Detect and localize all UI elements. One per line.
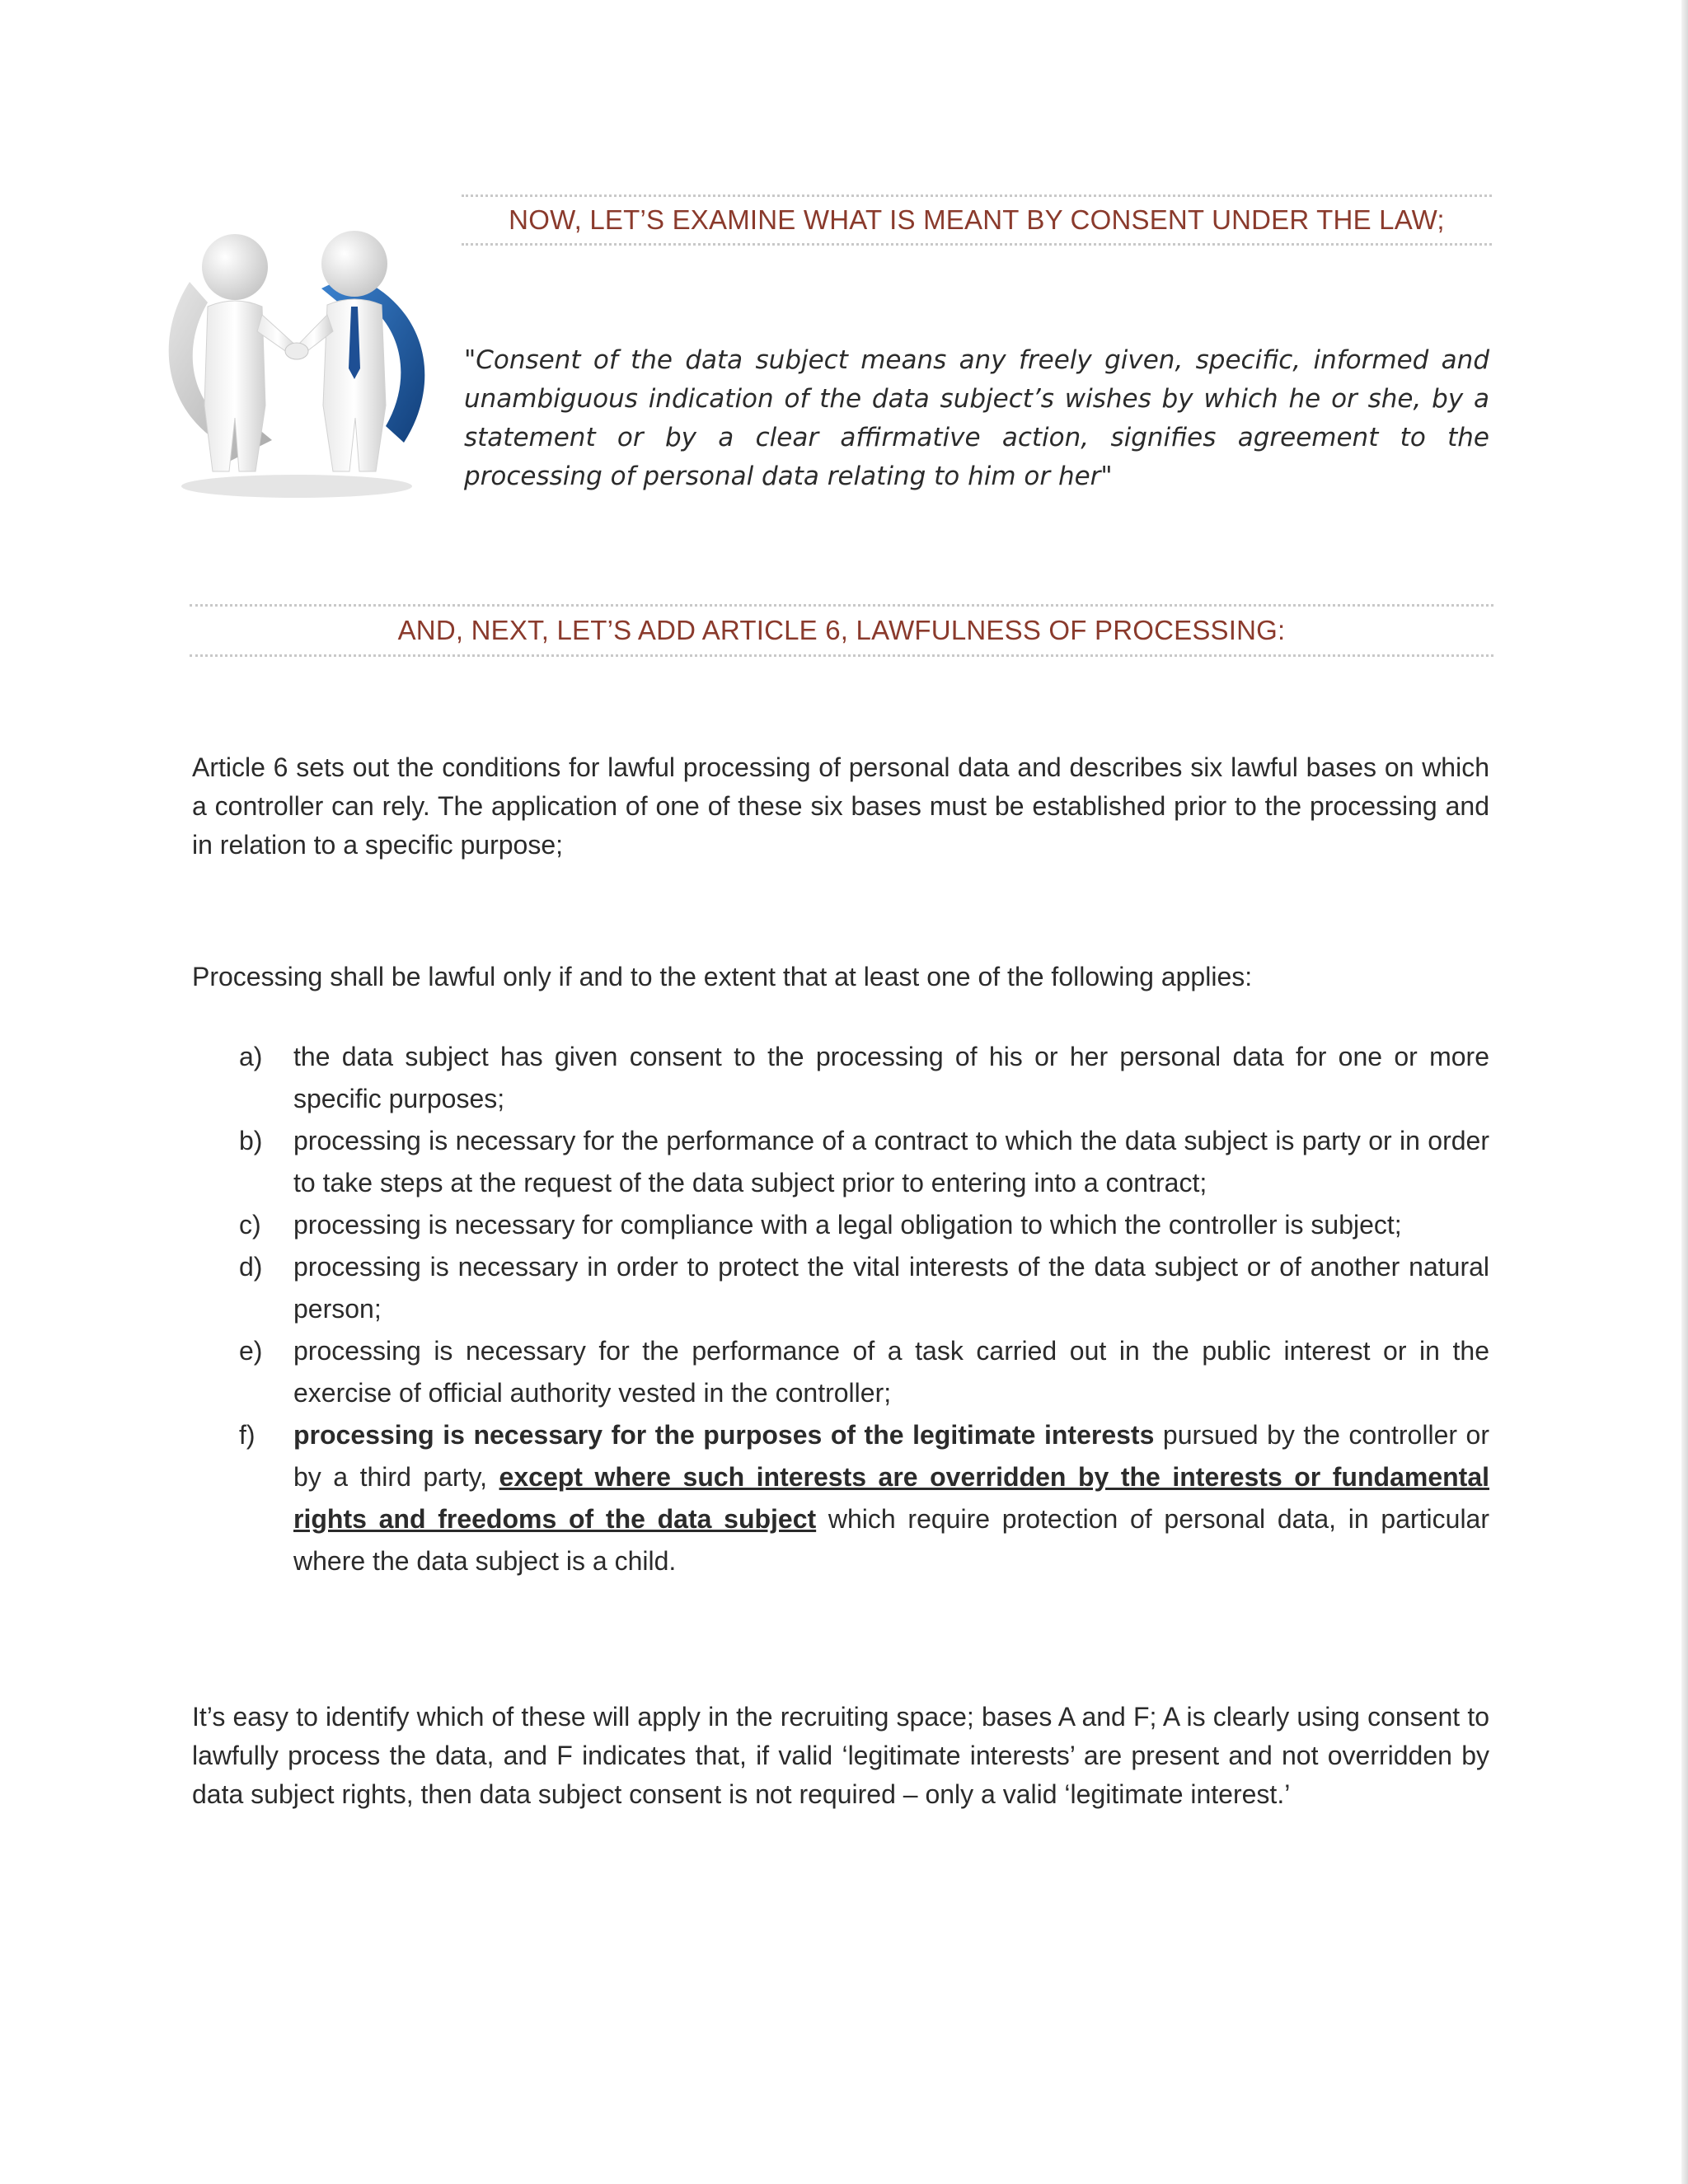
list-item-text	[293, 1414, 1489, 1582]
list-item-text: processing is necessary for the performance of a contract to which the data subject is party or in order to take steps at the request of the data subject prior to entering into a contract;	[293, 1126, 1489, 1197]
list-marker: d)	[239, 1252, 263, 1282]
lawful-bases-list	[239, 1036, 1489, 1582]
list-item-text-mid: pursued by the controller or by a third party,	[293, 1420, 1490, 1492]
list-item-text: processing is necessary for compliance with a legal obligation to which the controller is subject;	[293, 1210, 1402, 1240]
article6-heading-text: AND, NEXT, LET’S ADD ARTICLE 6, LAWFULNESS OF PROCESSING:	[397, 615, 1286, 645]
list-item	[239, 1036, 1489, 1120]
list-item	[239, 1120, 1489, 1204]
list-item-text: processing is necessary in order to protect the vital interests of the data subject or of another natural person;	[293, 1252, 1489, 1324]
list-item-text: processing is necessary for the performance of a task carried out in the public interest or in the exercise of official authority vested in the controller;	[293, 1336, 1489, 1408]
consent-heading-text: NOW, LET’S EXAMINE WHAT IS MEANT BY CONSENT UNDER THE LAW;	[509, 204, 1445, 235]
list-marker: e)	[239, 1336, 263, 1366]
legitimate-interests-bold-text: processing is necessary for the purposes of the legitimate interests	[293, 1420, 1155, 1450]
handshake-figures-icon	[157, 224, 437, 504]
processing-intro-paragraph: Processing shall be lawful only if and to the extent that at least one of the following applies:	[192, 962, 1253, 991]
override-exception-underlined-text: except where such interests are overridden by the interests or fundamental rights and freedoms of the data subject	[293, 1462, 1490, 1534]
list-item	[239, 1414, 1489, 1582]
list-marker: a)	[239, 1042, 263, 1071]
list-marker: b)	[239, 1126, 263, 1155]
list-item-text-end: which require protection of personal data, in particular where the data subject is a child.	[293, 1504, 1489, 1576]
conclusion-paragraph: It’s easy to identify which of these will apply in the recruiting space; bases A and F; A is clearly using consent to lawfully process the data, and F indicates that, if valid ‘legitimate interests’ are present and not overridden by data subject rights, then data subject consent is not required – only a valid ‘legitimate interest.’	[192, 1702, 1489, 1809]
consent-definition-quote: "Consent of the data subject means any freely given, specific, informed and unambiguous indication of the data subject’s wishes by which he or she, by a statement or by a clear affirmative action, signifies agreement to the processing of personal data relating to him or her"	[464, 345, 1489, 491]
list-item-text: the data subject has given consent to the processing of his or her personal data for one or more specific purposes;	[293, 1042, 1489, 1113]
article6-intro-paragraph: Article 6 sets out the conditions for lawful processing of personal data and describes six lawful bases on which a controller can rely. The application of one of these six bases must be established prior to the processing and in relation to a specific purpose;	[192, 752, 1489, 860]
list-item	[239, 1204, 1489, 1246]
page-edge	[1681, 0, 1688, 2184]
consent-heading	[462, 194, 1492, 246]
list-marker: c)	[239, 1210, 261, 1240]
article6-heading	[190, 604, 1493, 657]
list-marker: f)	[239, 1420, 256, 1450]
list-item	[239, 1330, 1489, 1414]
list-item	[239, 1246, 1489, 1330]
